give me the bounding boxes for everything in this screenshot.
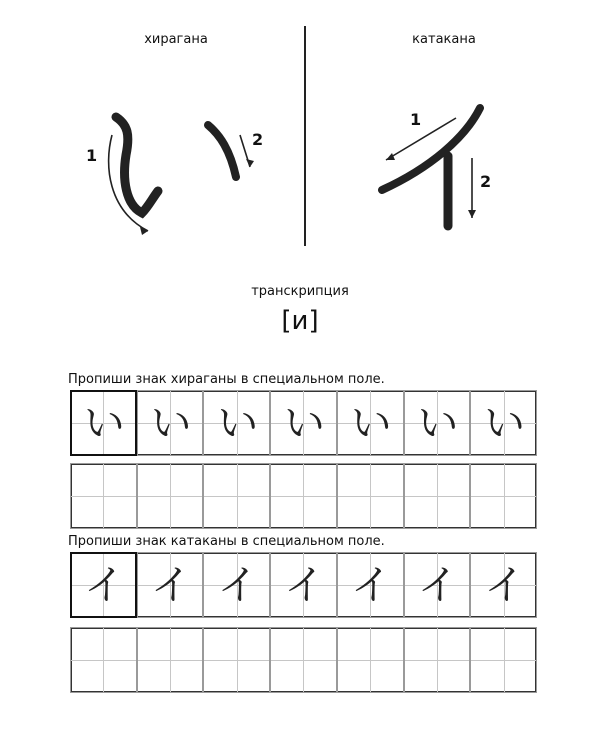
practice-cell-empty[interactable]	[470, 627, 537, 693]
guide-line-vertical	[170, 464, 171, 528]
katakana-sample-row	[70, 552, 537, 618]
practice-glyph: イ	[350, 560, 392, 609]
practice-glyph: い	[217, 398, 259, 447]
practice-glyph: い	[284, 398, 325, 447]
practice-glyph: い	[150, 398, 192, 447]
practice-cell-sample	[470, 390, 537, 456]
practice-cell-empty[interactable]	[337, 627, 404, 693]
practice-glyph: い	[417, 398, 459, 447]
practice-glyph: イ	[150, 560, 192, 609]
transcription-value: [и]	[281, 306, 319, 336]
guide-line-vertical	[370, 464, 371, 528]
practice-cell-sample	[404, 390, 471, 456]
guide-line-vertical	[170, 628, 171, 692]
hiragana-sample-row	[70, 390, 537, 456]
practice-glyph: イ	[83, 560, 125, 609]
practice-cell-sample	[337, 390, 404, 456]
practice-glyph: イ	[217, 560, 259, 609]
practice-glyph: イ	[484, 560, 526, 609]
practice-cell-sample	[137, 552, 204, 618]
katakana-stroke-number-2: 2	[480, 172, 492, 191]
practice-cell-empty[interactable]	[404, 627, 471, 693]
practice-glyph: い	[350, 398, 392, 447]
first-cell-highlight	[70, 552, 137, 618]
katakana-instruction: Пропиши знак катаканы в специальном поле.	[68, 534, 385, 549]
hiragana-stroke-number-2: 2	[252, 130, 264, 149]
practice-cell-empty[interactable]	[137, 627, 204, 693]
practice-cell-sample	[404, 552, 471, 618]
guide-line-vertical	[437, 628, 438, 692]
practice-cell-empty[interactable]	[203, 463, 270, 529]
katakana-stroke-number-1: 1	[410, 110, 422, 129]
practice-cell-empty[interactable]	[404, 463, 471, 529]
practice-cell-sample	[203, 390, 270, 456]
guide-line-vertical	[504, 628, 505, 692]
practice-glyph: イ	[284, 560, 325, 609]
katakana-stroke-diagram	[370, 98, 510, 238]
guide-line-vertical	[370, 628, 371, 692]
guide-line-vertical	[103, 628, 104, 692]
practice-cell-empty[interactable]	[70, 463, 137, 529]
guide-line-vertical	[504, 464, 505, 528]
practice-cell-sample	[270, 552, 337, 618]
guide-line-vertical	[437, 464, 438, 528]
practice-cell-sample	[470, 552, 537, 618]
practice-cell-sample	[203, 552, 270, 618]
guide-line-vertical	[303, 628, 304, 692]
practice-cell-empty[interactable]	[270, 463, 337, 529]
practice-glyph: い	[484, 398, 526, 447]
hiragana-blank-row[interactable]	[70, 463, 537, 529]
guide-line-vertical	[103, 464, 104, 528]
practice-cell-empty[interactable]	[203, 627, 270, 693]
guide-line-vertical	[303, 464, 304, 528]
katakana-label: катакана	[412, 32, 476, 47]
katakana-blank-row[interactable]	[70, 627, 537, 693]
practice-glyph: い	[83, 398, 125, 447]
practice-cell-empty[interactable]	[70, 627, 137, 693]
practice-cell-empty[interactable]	[270, 627, 337, 693]
practice-cell-empty[interactable]	[337, 463, 404, 529]
divider	[304, 26, 306, 246]
practice-glyph: イ	[417, 560, 459, 609]
practice-cell-sample	[270, 390, 337, 456]
guide-line-vertical	[237, 464, 238, 528]
guide-line-vertical	[237, 628, 238, 692]
hiragana-stroke-number-1: 1	[86, 146, 98, 165]
first-cell-highlight	[70, 390, 137, 456]
practice-cell-empty[interactable]	[470, 463, 537, 529]
practice-cell-empty[interactable]	[137, 463, 204, 529]
practice-cell-sample	[337, 552, 404, 618]
hiragana-instruction: Пропиши знак хираганы в специальном поле.	[68, 372, 385, 387]
hiragana-stroke-diagram	[70, 95, 280, 245]
hiragana-label: хирагана	[144, 32, 208, 47]
practice-cell-sample	[137, 390, 204, 456]
transcription-label: транскрипция	[251, 284, 349, 299]
